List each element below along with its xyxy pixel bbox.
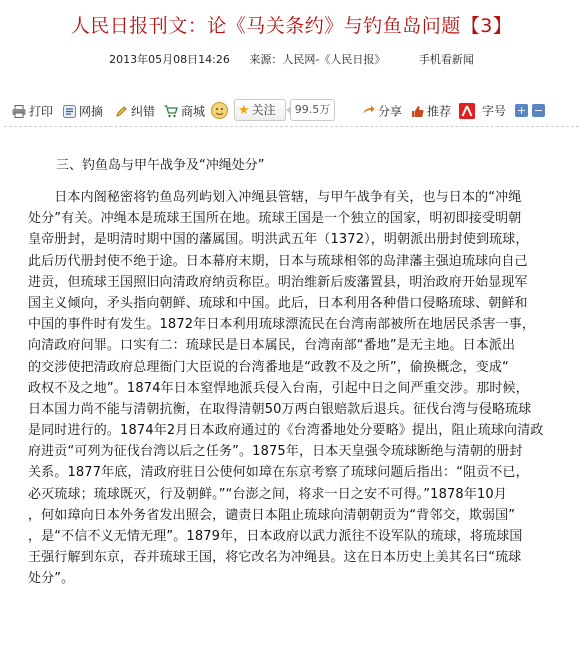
recommend-label: 推荐 [427,104,452,119]
mobile-news-link[interactable]: 手机看新闻 [418,53,474,66]
edit-icon [115,105,128,118]
red-logo-button[interactable] [459,101,478,119]
recommend-button[interactable] [411,102,451,120]
mall-label: 商城 [181,104,206,119]
share-icon [362,105,375,118]
font-decrease-button[interactable]: − [533,104,544,117]
article-line: 处分”。 [28,571,75,587]
article-line: 国主义倾向，矛头指向朝鲜、琉球和中国。此后，日本利用各种借口侵略琉球、朝鲜和 [28,295,528,311]
article-line: 府进贡“可列为征伐台湾以后之任务”。1875年，日本天皇强令琉球断绝与清朝的册封 [28,444,523,460]
article-title: 人民日报刊文：论《马关条约》与钓鱼岛问题【3】 [70,15,513,37]
article-line: ，是“不信不义无情无理”。1879年，日本政府以武力派往不设军队的琉球，将琉球国 [28,529,523,544]
cart-icon [164,105,178,118]
mall-button[interactable] [164,102,205,120]
follower-count: 99.5万 [290,99,335,121]
printer-icon [12,105,26,118]
article-line: 日本国力尚不能与清朝抗衡，在取得清朝50万两白银赔款后退兵。征伐台湾与侵略琉球 [28,401,532,417]
report-error-label: 纠错 [131,104,156,119]
article-line: 此后历代册封使不绝于途。日本幕府末期，日本与琉球相邻的岛津藩主强迫琉球向自己 [28,253,528,269]
article-line: 处分”有关。冲绳本是琉球王国所在地。琉球王国是一个独立的国家，明初即接受明朝 [28,211,522,227]
print-label: 打印 [29,104,54,119]
user-avatar-icon [211,102,228,119]
font-size-label: 字号 [482,104,507,118]
star-icon: ★ [238,103,250,118]
article-meta [0,51,583,67]
thumbs-up-icon [411,105,424,118]
article-line: 日本内阁秘密将钓鱼岛列屿划入冲绳县管辖，与甲午战争有关，也与日本的“冲绳 [28,190,522,205]
article-line: 关系。1877年底，清政府驻日公使何如璋在东京考察了琉球问题后指出：“阻贡不已， [28,465,529,481]
article-line: 中国的事件时有发生。1872年日本利用琉球漂流民在台湾南部被所在地居民杀害一事， [28,317,536,333]
article-line: 王强行解到东京，吞并琉球王国，将它改名为冲绳县。这在日本历史上美其名曰“琉球 [28,550,522,566]
font-increase-button[interactable]: + [516,104,527,117]
article-line: 进贡，但琉球王国照旧向清政府纳贡称臣。明治维新后废藩置县，明治政府开始显现军 [28,274,528,290]
article-source: 来源：人民网-《人民日报》 [249,53,386,66]
share-button[interactable] [362,102,402,120]
article-line: 是同时进行的。1874年2月日本政府通过的《台湾番地处分要略》提出，阻止琉球向清政 [28,423,544,439]
publish-datetime: 2013年05月08日14:26 [109,53,230,66]
article-paragraph [28,187,553,590]
people-logo-icon [459,103,475,119]
report-error-button[interactable] [115,102,155,120]
article-line: 向清政府问罪。口实有二：琉球民是日本属民，台湾南部“番地”是无主地。日本派出 [28,338,516,354]
section-heading: 三、钓鱼岛与甲午战争及“冲绳处分” [56,158,265,173]
print-button[interactable] [12,102,53,120]
article-line: ，何如璋向日本外务省发出照会，谴责日本阻止琉球向清朝朝贡为“背邻交，欺弱国” [28,507,516,523]
article-body [28,187,553,590]
excerpt-icon [63,105,76,118]
share-label: 分享 [378,104,403,119]
follow-label: 关注 [251,103,276,117]
follow-button[interactable] [234,99,286,121]
article-line: 皇帝册封，是明清时期中国的藩属国。明洪武五年（1372），明朝派出册封使到琉球， [28,232,529,248]
web-excerpt-button[interactable] [63,102,103,120]
web-excerpt-label: 网摘 [79,104,104,119]
article-line: 的交涉使把清政府总理衙门大臣说的台湾番地是“政教不及之所”，偷换概念，变成“ [28,359,509,375]
avatar[interactable] [211,101,231,119]
article-line: 必灭琉球；琉球既灭，行及朝鲜。”“台澎之间，将求一日之安不可得。”1878年10月 [28,486,507,502]
article-toolbar [4,96,579,127]
article-line: 政权不及之地”。1874年日本窒悍地派兵侵入台南，引起中日之间严重交涉。那时候， [28,380,529,396]
